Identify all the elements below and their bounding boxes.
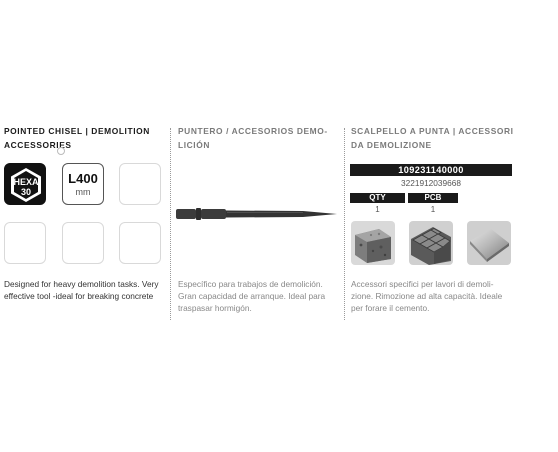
length-badge: [62, 163, 104, 205]
description-it-line2: zione. Rimozione ad alta capacità. Ideale: [351, 291, 503, 301]
empty-tile: [119, 222, 161, 264]
description-es-line1: Específico para trabajos de demolición.: [178, 279, 323, 289]
title-en: [4, 124, 164, 152]
brick-wall-icon: [409, 221, 453, 265]
description-it: [351, 278, 521, 314]
hexa-label: HEXA: [13, 177, 39, 187]
title-it-line2: DA DEMOLIZIONE: [351, 140, 432, 150]
title-en-line1: POINTED CHISEL | DEMOLITION: [4, 126, 150, 136]
length-unit: mm: [75, 187, 91, 197]
column-divider: [344, 128, 345, 320]
description-en-line2: effective tool -ideal for breaking concrete: [4, 291, 154, 301]
circle-mark-icon: [57, 147, 65, 155]
column-divider: [170, 128, 171, 320]
concrete-block-icon: [351, 221, 395, 265]
hexa-shank-badge: [4, 163, 46, 205]
ean-barcode-number: 3221912039668: [401, 178, 461, 188]
description-en: [4, 278, 166, 302]
description-es: [178, 278, 338, 314]
pointed-chisel-icon: [175, 204, 343, 224]
description-es-line2: Gran capacidad de arranque. Ideal para: [178, 291, 326, 301]
hexa-size: 30: [20, 187, 32, 197]
description-it-line1: Accessori specifici per lavori di demoli-: [351, 279, 494, 289]
pcb-value: 1: [430, 205, 436, 214]
product-code: 109231140000: [350, 164, 512, 176]
length-value: L400: [68, 171, 98, 186]
title-es-line1: PUNTERO / ACCESORIOS DEMO-: [178, 126, 328, 136]
description-en-line1: Designed for heavy demolition tasks. Very: [4, 279, 159, 289]
qty-value: 1: [375, 205, 380, 214]
title-es-line2: LICIÓN: [178, 140, 210, 150]
qty-header: QTY: [350, 193, 405, 203]
description-es-line3: traspasar hormigón.: [178, 303, 252, 313]
title-es: [178, 124, 338, 152]
metal-sheet-icon: [467, 221, 511, 265]
title-it: [351, 124, 521, 152]
title-it-line1: SCALPELLO A PUNTA | ACCESSORI: [351, 126, 514, 136]
empty-tile: [119, 163, 161, 205]
description-it-line3: per forare il cemento.: [351, 303, 430, 313]
title-en-line2: ACCESSORIES: [4, 140, 72, 150]
hexagon-shank-icon: [5, 164, 47, 206]
empty-tile: [62, 222, 104, 264]
pcb-header: PCB: [408, 193, 458, 203]
empty-tile: [4, 222, 46, 264]
